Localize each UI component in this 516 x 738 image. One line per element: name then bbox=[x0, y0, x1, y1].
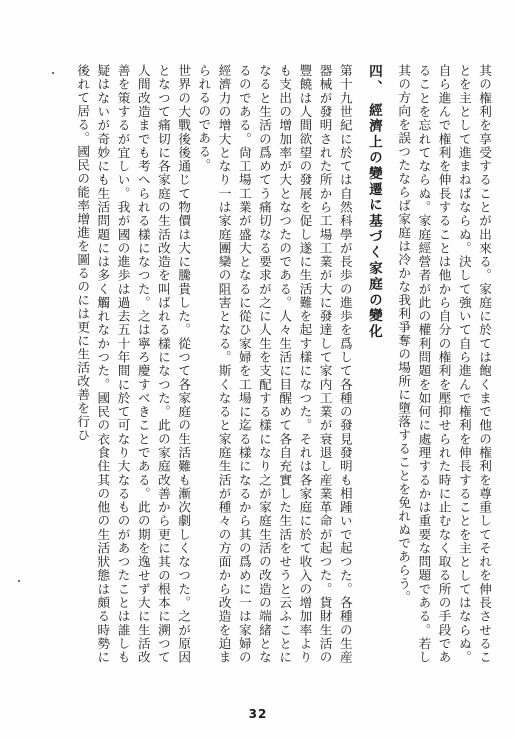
scan-speck bbox=[52, 72, 54, 74]
section-title: 經濟上の變遷に基づく家庭の變化 bbox=[365, 102, 382, 340]
section-number: 四、 bbox=[365, 64, 382, 96]
scan-speck bbox=[18, 580, 20, 582]
vertical-text-body bbox=[22, 64, 494, 664]
paragraph: 世界の大戰後後通じて物價は大に騰貴した。從つて各家庭の生活難も漸次劇しくなつた。之が原因となつて痛切に各家庭の生活改造を叫ばれる樣になつた。此の家庭改善から更に其の根本に溯つて人間改造までも考へられる樣になつた。之は寧ろ慶すべきことである。此の期を逸せず大に生活改善を策するが宜しい。我が國の進歩は過去五十年間に於て可なり大なるものがあつたことは誰しも疑はないが奇妙にも生活問題には多く觸れなかつた。國民の衣食住其の他の生活狀態は頗る時勢に後れて居る。國民の能率增進を圖るのには更に生活改善を行ひ bbox=[75, 64, 192, 664]
paragraph: 其の権利を享受することが出來る。家庭に於ては飽くまで他の権利を尊重してそれを伸長させることを主として進まねばならぬ。決して強いて自ら進んで権利を伸長することを主としてはならぬ。自ら進んで権利を伸長することは他から自分の権利を壓抑せられた時に止むなく取る所の手段であることを忘れてならぬ。家庭經營者が此の權利問題を如何に處理するかは重要な問題である。若し其の方向を誤つたならば家庭は冷かな我利爭奪の場所に墮落することを免れぬであらう。 bbox=[396, 64, 492, 664]
section-heading bbox=[364, 64, 384, 664]
page-number: 32 bbox=[248, 707, 268, 721]
paragraph: 第十九世紀に於ては自然科學が長歩の進歩を爲して各種の發見發明も相踵いで起つた。各種の生産器械が發明された所から工場工業が大に發達して家内工業が衰退し産業革命が起つた。貨財生活の豐饒は人間欲望の發展を促し遂に生活難を起す樣になつた。それは各家庭に於て收入の增加率よりも支出の增加率が大となつたのである。人々生活に目醒めて各自充實した生活をせうと云ふことになると生活の爲めてう痛切なる要求が之に人生を支配する樣になり之が家庭生活の改造の端緒となるのである。尙工場工業が盛大となるに從ひ家婦を工場に迄る樣になるから其の爲めに一は家婦の經濟力の增大となり一は家庭團欒の阻害となる。斯くなると家庭生活が種々の方面から改造を迫まられるのである。 bbox=[196, 64, 353, 664]
